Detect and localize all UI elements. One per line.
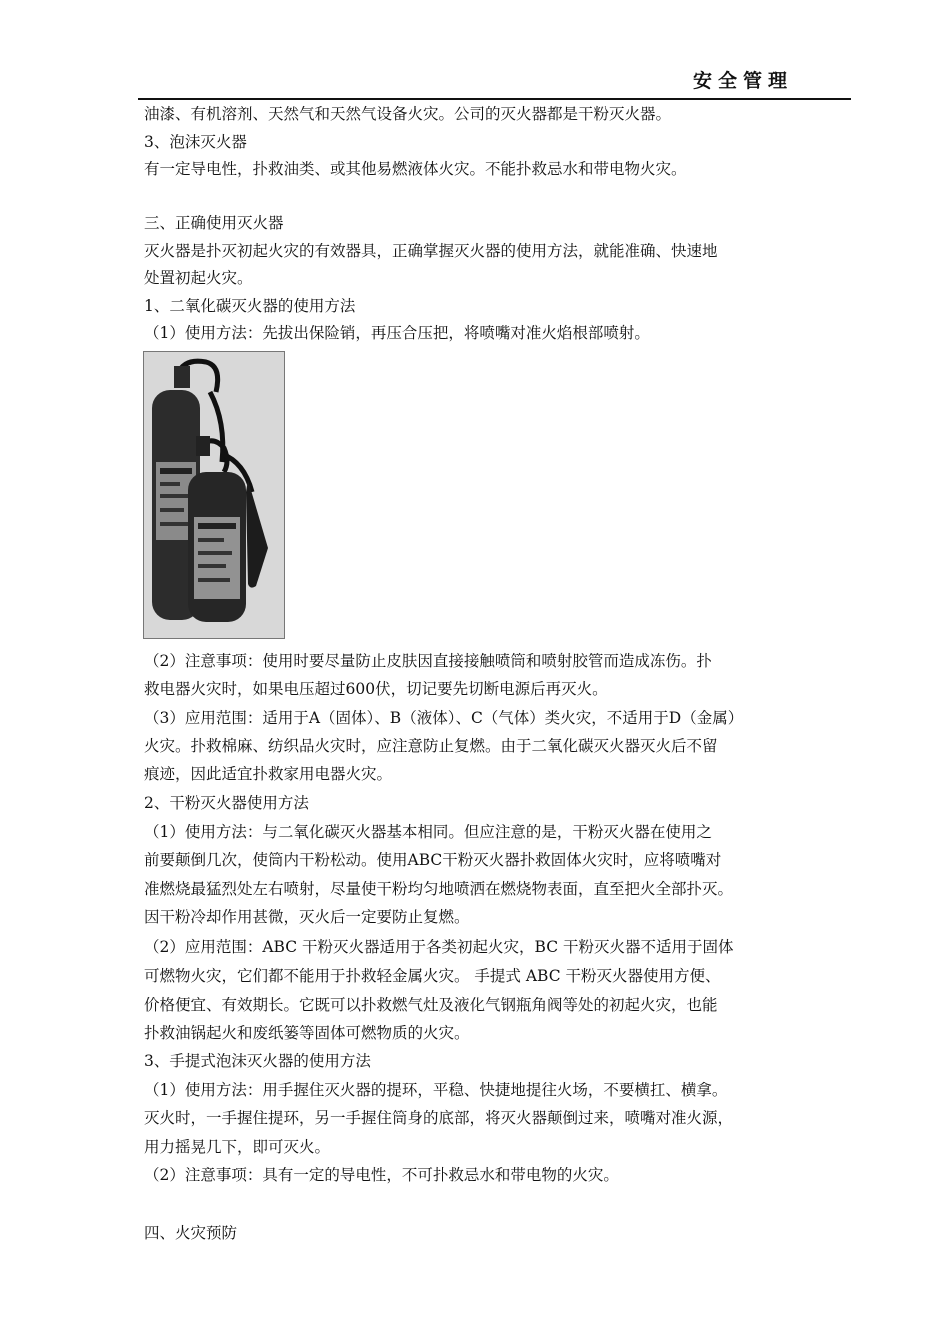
- body-line: 痕迹，因此适宜扑救家用电器火灾。: [144, 765, 393, 783]
- body-line: 用力摇晃几下，即可灭火。: [144, 1138, 331, 1156]
- body-line: （1）使用方法：用手握住灭火器的提环，平稳、快捷地提往火场，不要横扛、横拿。: [144, 1081, 728, 1099]
- body-line: 救电器火灾时，如果电压超过600伏，切记要先切断电源后再灭火。: [144, 680, 608, 698]
- body-line: 灭火器是扑灭初起火灾的有效器具，正确掌握灭火器的使用方法，就能准确、快速地: [144, 242, 718, 260]
- body-line: 处置初起火灾。: [144, 269, 253, 287]
- fire-extinguisher-photo: [143, 351, 285, 639]
- body-line: （1）使用方法：先拔出保险销，再压合压把，将喷嘴对准火焰根部喷射。: [144, 324, 650, 342]
- body-line: 有一定导电性，扑救油类、或其他易燃液体火灾。不能扑救忌水和带电物火灾。: [144, 160, 687, 178]
- section-heading: 三、正确使用灭火器: [144, 214, 284, 232]
- page-header-title: 安全管理: [693, 70, 794, 92]
- body-line: 火灾。扑救棉麻、纺织品火灾时，应注意防止复燃。由于二氧化碳灭火器灭火后不留: [144, 737, 718, 755]
- section-heading: 四、火灾预防: [144, 1224, 238, 1242]
- body-line: （2）应用范围：ABC 干粉灭火器适用于各类初起火灾，BC 干粉灭火器不适用于固体: [144, 938, 734, 956]
- body-line: 因干粉冷却作用甚微，灭火后一定要防止复燃。: [144, 908, 470, 926]
- body-line: （1）使用方法：与二氧化碳灭火器基本相同。但应注意的是，干粉灭火器在使用之: [144, 823, 712, 841]
- body-line: 灭火时，一手握住提环，另一手握住筒身的底部，将灭火器颠倒过来，喷嘴对准火源，: [144, 1109, 734, 1127]
- extinguisher-illustration: [144, 352, 284, 638]
- body-line: 价格便宜、有效期长。它既可以扑救燃气灶及液化气钢瓶角阀等处的初起火灾，也能: [144, 996, 718, 1014]
- body-line: （3）应用范围：适用于A（固体）、B（液体）、C（气体）类火灾，不适用于D（金属）: [144, 709, 744, 727]
- body-line: 前要颠倒几次，使筒内干粉松动。使用ABC干粉灭火器扑救固体火灾时，应将喷嘴对: [144, 851, 722, 869]
- body-line: （2）注意事项：具有一定的导电性，不可扑救忌水和带电物的火灾。: [144, 1166, 619, 1184]
- body-line: （2）注意事项：使用时要尽量防止皮肤因直接接触喷筒和喷射胶管而造成冻伤。扑: [144, 652, 712, 670]
- header-rule: [138, 98, 851, 100]
- body-line: 扑救油锅起火和废纸篓等固体可燃物质的火灾。: [144, 1024, 470, 1042]
- body-line: 油漆、有机溶剂、天然气和天然气设备火灾。公司的灭火器都是干粉灭火器。: [144, 105, 672, 123]
- body-line: 准燃烧最猛烈处左右喷射，尽量使干粉均匀地喷洒在燃烧物表面，直至把火全部扑灭。: [144, 880, 734, 898]
- body-line: 可燃物火灾，它们都不能用于扑救轻金属火灾。 手提式 ABC 干粉灭火器使用方便、: [144, 967, 721, 985]
- body-line: 2、干粉灭火器使用方法: [144, 794, 309, 812]
- body-line: 3、手提式泡沫灭火器的使用方法: [144, 1052, 371, 1070]
- body-line: 3、泡沫灭火器: [144, 133, 247, 151]
- body-line: 1、二氧化碳灭火器的使用方法: [144, 297, 356, 315]
